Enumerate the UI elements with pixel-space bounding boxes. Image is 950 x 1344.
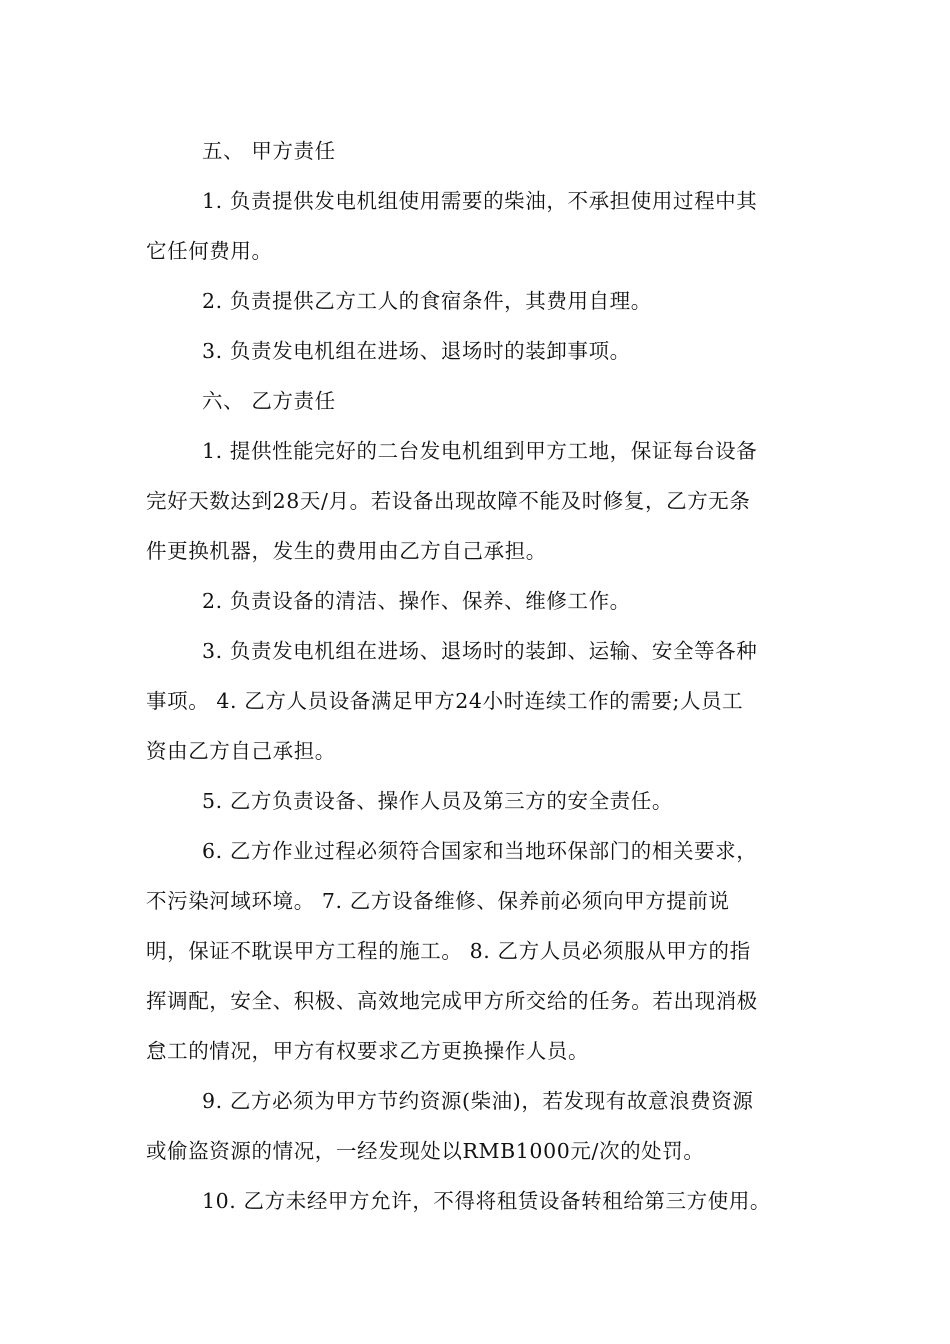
paragraph-line (0, 284, 950, 318)
text-line: 怠工的情况，甲方有权要求乙方更换操作人员。 (146, 1039, 590, 1063)
paragraph-line (0, 484, 950, 518)
paragraph-line (0, 184, 950, 218)
text-line: 挥调配，安全、积极、高效地完成甲方所交给的任务。若出现消极 (146, 989, 758, 1013)
paragraph-line (0, 234, 950, 268)
paragraph-line (0, 584, 950, 618)
text-line: 不污染河域环境。 7. 乙方设备维修、保养前必须向甲方提前说 (146, 889, 730, 913)
section-heading-party-b (0, 384, 950, 418)
paragraph-line (0, 534, 950, 568)
text-line: 事项。 4. 乙方人员设备满足甲方24小时连续工作的需要;人员工 (146, 689, 744, 713)
paragraph-line (0, 1034, 950, 1068)
text-line: 5. 乙方负责设备、操作人员及第三方的安全责任。 (202, 789, 673, 813)
paragraph-line (0, 984, 950, 1018)
text-line: 明，保证不耽误甲方工程的施工。 8. 乙方人员必须服从甲方的指 (146, 939, 751, 963)
paragraph-line (0, 734, 950, 768)
paragraph-line (0, 1134, 950, 1168)
paragraph-line (0, 784, 950, 818)
paragraph-line (0, 434, 950, 468)
text-line: 完好天数达到28天/月。若设备出现故障不能及时修复，乙方无条 (146, 489, 751, 513)
paragraph-line (0, 634, 950, 668)
paragraph-line (0, 334, 950, 368)
section-heading-party-a (0, 134, 950, 168)
text-line: 1. 提供性能完好的二台发电机组到甲方工地，保证每台设备 (202, 439, 758, 463)
text-line: 五、 甲方责任 (202, 139, 336, 163)
text-line: 六、 乙方责任 (202, 389, 336, 413)
text-line: 2. 负责设备的清洁、操作、保养、维修工作。 (202, 589, 631, 613)
paragraph-line (0, 684, 950, 718)
text-line: 1. 负责提供发电机组使用需要的柴油，不承担使用过程中其 (202, 189, 758, 213)
paragraph-line (0, 1184, 950, 1218)
text-line: 它任何费用。 (146, 239, 273, 263)
text-line: 9. 乙方必须为甲方节约资源(柴油)，若发现有故意浪费资源 (202, 1089, 754, 1113)
paragraph-line (0, 834, 950, 868)
text-line: 10. 乙方未经甲方允许，不得将租赁设备转租给第三方使用。 (202, 1189, 772, 1213)
text-line: 6. 乙方作业过程必须符合国家和当地环保部门的相关要求， (202, 839, 758, 863)
text-line: 3. 负责发电机组在进场、退场时的装卸事项。 (202, 339, 631, 363)
text-line: 或偷盗资源的情况，一经发现处以RMB1000元/次的处罚。 (146, 1139, 705, 1163)
text-line: 2. 负责提供乙方工人的食宿条件，其费用自理。 (202, 289, 652, 313)
paragraph-line (0, 1084, 950, 1118)
text-line: 3. 负责发电机组在进场、退场时的装卸、运输、安全等各种 (202, 639, 758, 663)
text-line: 资由乙方自己承担。 (146, 739, 336, 763)
text-line: 件更换机器，发生的费用由乙方自己承担。 (146, 539, 547, 563)
paragraph-line (0, 934, 950, 968)
paragraph-line (0, 884, 950, 918)
